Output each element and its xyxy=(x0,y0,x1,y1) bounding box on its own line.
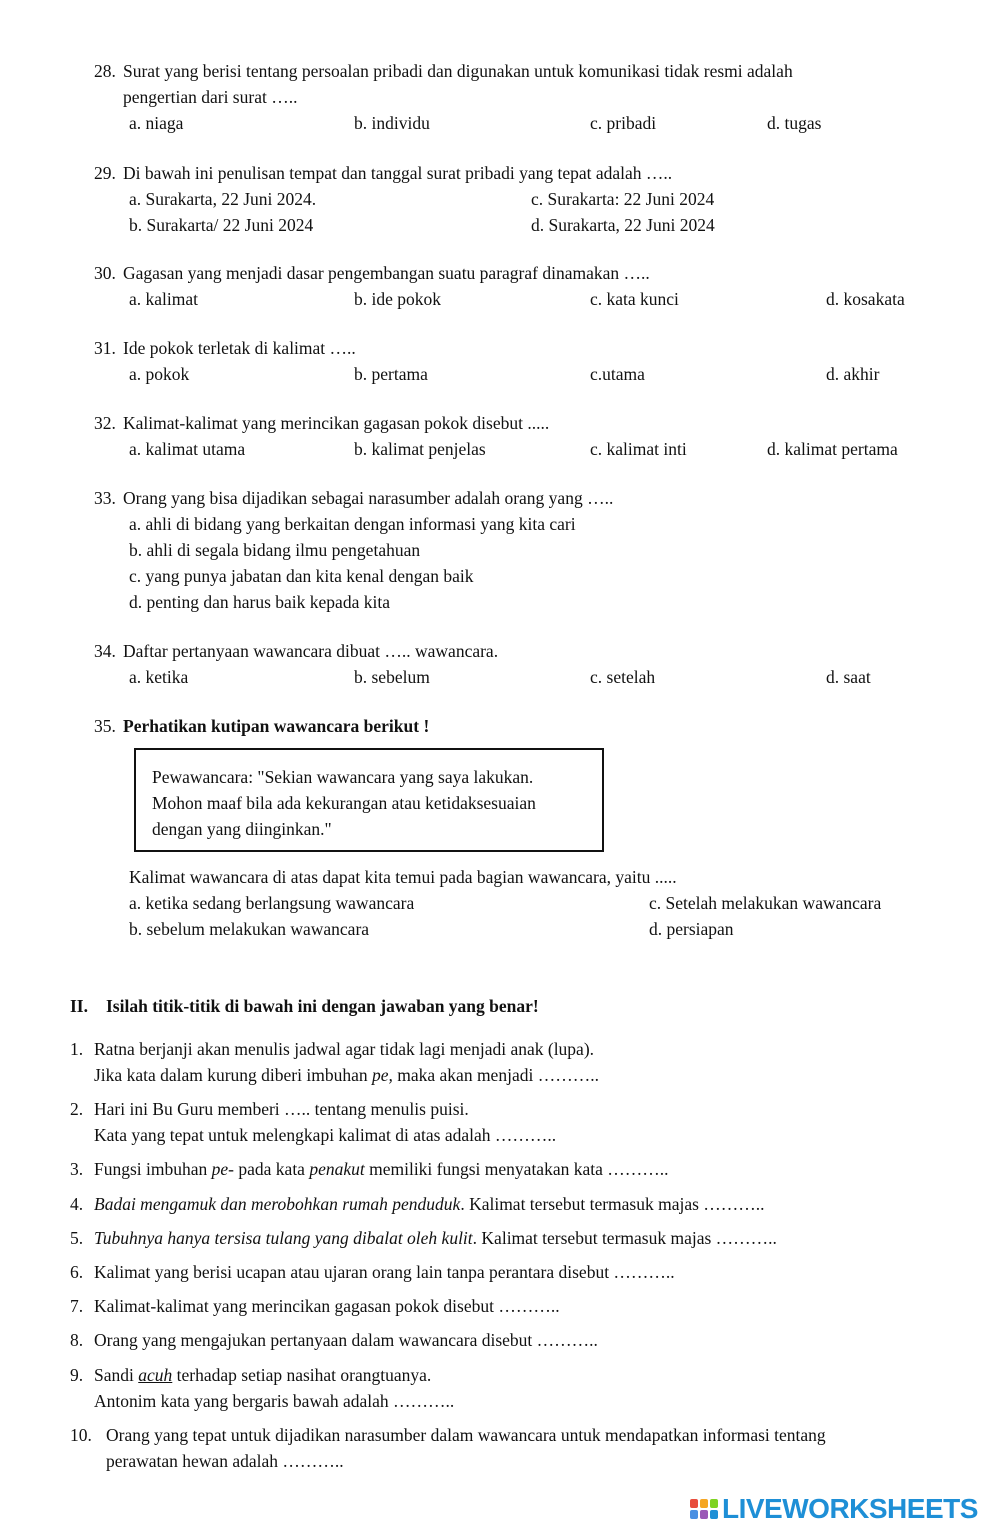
essay-item-3 xyxy=(70,1156,940,1182)
item-number: 6. xyxy=(70,1262,84,1282)
option-c[interactable]: c. Setelah melakukan wawancara xyxy=(649,893,882,913)
option-c[interactable]: c. yang punya jabatan dan kita kenal dengan baik xyxy=(129,566,474,586)
quote-line: Mohon maaf bila ada kekurangan atau ketidaksesuaian xyxy=(152,793,536,813)
option-a[interactable]: a. ahli di bidang yang berkaitan dengan informasi yang kita cari xyxy=(129,514,576,534)
quote-line: Pewawancara: "Sekian wawancara yang saya lakukan. xyxy=(152,767,534,787)
option-b[interactable]: b. sebelum melakukan wawancara xyxy=(129,919,370,939)
logo-square xyxy=(710,1510,718,1519)
item-number: 7. xyxy=(70,1296,84,1316)
option-c[interactable]: c. pribadi xyxy=(590,113,657,133)
options-row xyxy=(94,890,940,916)
item-number: 1. xyxy=(70,1039,84,1059)
option-d[interactable]: d. tugas xyxy=(767,113,822,133)
text-segment: Fungsi imbuhan xyxy=(94,1159,212,1179)
question-35-options xyxy=(94,864,940,942)
item-line[interactable] xyxy=(94,1062,940,1088)
question-number: 34. xyxy=(94,641,116,661)
item-number: 9. xyxy=(70,1365,84,1385)
italic-segment: penakut xyxy=(309,1159,365,1179)
logo-icon xyxy=(690,1499,718,1519)
options-list xyxy=(129,511,940,615)
item-line xyxy=(94,1362,940,1388)
option-a[interactable]: a. kalimat xyxy=(129,289,199,309)
question-stem: Daftar pertanyaan wawancara dibuat ….. wawancara. xyxy=(123,641,499,661)
question-number: 31. xyxy=(94,338,116,358)
logo-square xyxy=(700,1510,708,1519)
quote-line: dengan yang diinginkan." xyxy=(152,819,332,839)
option-d[interactable]: d. kalimat pertama xyxy=(767,439,898,459)
option-d[interactable]: d. penting dan harus baik kepada kita xyxy=(129,592,390,612)
section-number: II. xyxy=(70,996,88,1016)
item-text[interactable] xyxy=(94,1156,940,1182)
option-d[interactable]: d. akhir xyxy=(826,364,880,384)
question-33 xyxy=(94,485,940,615)
essay-item-2 xyxy=(70,1096,940,1148)
option-b[interactable]: b. sebelum xyxy=(354,667,430,687)
question-stem: Gagasan yang menjadi dasar pengembangan suatu paragraf dinamakan ….. xyxy=(123,263,650,283)
essay-item-7 xyxy=(70,1293,940,1319)
option-c[interactable]: c. Surakarta: 22 Juni 2024 xyxy=(531,189,715,209)
question-29 xyxy=(94,160,940,238)
question-stem: Ide pokok terletak di kalimat ….. xyxy=(123,338,356,358)
answer-blank[interactable]: . Kalimat tersebut termasuk majas ……….. xyxy=(472,1228,777,1248)
option-c[interactable]: c.utama xyxy=(590,364,645,384)
section-title: Isilah titik-titik di bawah ini dengan jawaban yang benar! xyxy=(106,996,539,1016)
options-row xyxy=(94,664,940,690)
answer-blank[interactable]: Kata yang tepat untuk melengkapi kalimat di atas adalah ……….. xyxy=(94,1125,557,1145)
item-line: Hari ini Bu Guru memberi ….. tentang menulis puisi. xyxy=(94,1099,469,1119)
option-a[interactable]: a. pokok xyxy=(129,364,190,384)
essay-item-9 xyxy=(70,1362,940,1414)
stem-line: pengertian dari surat ….. xyxy=(123,87,298,107)
option-a[interactable]: a. ketika sedang berlangsung wawancara xyxy=(129,893,415,913)
essay-item-5 xyxy=(70,1225,940,1251)
essay-item-1 xyxy=(70,1036,940,1088)
underlined-word: acuh xyxy=(138,1365,173,1385)
text-segment: pada kata xyxy=(234,1159,310,1179)
essay-item-6 xyxy=(70,1259,940,1285)
section-heading xyxy=(70,993,539,1019)
option-b[interactable]: b. pertama xyxy=(354,364,428,384)
logo-square xyxy=(690,1510,698,1519)
answer-blank[interactable]: Orang yang mengajukan pertanyaan dalam wawancara disebut ……….. xyxy=(94,1330,598,1350)
question-number: 35. xyxy=(94,716,116,736)
option-d[interactable]: d. kosakata xyxy=(826,289,905,309)
option-a[interactable]: a. Surakarta, 22 Juni 2024. xyxy=(129,189,317,209)
question-32 xyxy=(94,410,940,462)
question-number: 32. xyxy=(94,413,116,433)
options-row xyxy=(94,361,940,387)
question-number: 28. xyxy=(94,61,116,81)
option-c[interactable]: c. setelah xyxy=(590,667,656,687)
logo-square xyxy=(690,1499,698,1508)
option-c[interactable]: c. kalimat inti xyxy=(590,439,687,459)
item-number: 10. xyxy=(70,1425,92,1445)
question-number: 29. xyxy=(94,163,116,183)
options-row xyxy=(94,110,940,136)
essay-item-8 xyxy=(70,1327,940,1353)
question-stem xyxy=(123,58,940,110)
option-a[interactable]: a. kalimat utama xyxy=(129,439,246,459)
italic-segment: pe- xyxy=(211,1159,235,1179)
option-a[interactable]: a. ketika xyxy=(129,667,189,687)
option-a[interactable]: a. niaga xyxy=(129,113,184,133)
italic-segment: Tubuhnya hanya tersisa tulang yang dibalat oleh kulit xyxy=(94,1228,473,1248)
italic-segment: pe, xyxy=(371,1065,393,1085)
text-segment: Sandi xyxy=(94,1365,139,1385)
question-34 xyxy=(94,638,940,690)
option-d[interactable]: d. persiapan xyxy=(649,919,734,939)
stem-line: Surat yang berisi tentang persoalan pribadi dan digunakan untuk komunikasi tidak resmi adalah xyxy=(123,61,793,81)
item-text xyxy=(106,1422,940,1474)
option-b[interactable]: b. ahli di segala bidang ilmu pengetahuan xyxy=(129,540,421,560)
answer-blank[interactable]: maka akan menjadi ……….. xyxy=(392,1065,599,1085)
answer-blank[interactable]: Kalimat-kalimat yang merincikan gagasan pokok disebut ……….. xyxy=(94,1296,560,1316)
question-28 xyxy=(94,58,940,136)
item-text[interactable] xyxy=(94,1191,940,1217)
option-d[interactable]: d. Surakarta, 22 Juni 2024 xyxy=(531,215,715,235)
answer-blank[interactable]: perawatan hewan adalah ……….. xyxy=(106,1451,344,1471)
options-row xyxy=(94,186,940,212)
question-prompt: Kalimat wawancara di atas dapat kita temui pada bagian wawancara, yaitu ..... xyxy=(129,867,677,887)
answer-blank[interactable]: memiliki fungsi menyatakan kata ……….. xyxy=(364,1159,669,1179)
item-text xyxy=(94,1096,940,1148)
option-b[interactable]: b. individu xyxy=(354,113,430,133)
answer-blank[interactable]: . Kalimat tersebut termasuk majas ……….. xyxy=(460,1194,765,1214)
question-stem: Perhatikan kutipan wawancara berikut ! xyxy=(123,716,430,736)
options-row xyxy=(94,286,940,312)
option-b[interactable]: b. Surakarta/ 22 Juni 2024 xyxy=(129,215,314,235)
interview-quote-box xyxy=(134,748,604,852)
logo-square xyxy=(710,1499,718,1508)
essay-item-4 xyxy=(70,1191,940,1217)
text-segment: terhadap setiap nasihat orangtuanya. xyxy=(172,1365,432,1385)
question-30 xyxy=(94,260,940,312)
italic-segment: Badai mengamuk dan merobohkan rumah penduduk xyxy=(94,1194,461,1214)
option-b[interactable]: b. kalimat penjelas xyxy=(354,439,486,459)
item-text xyxy=(94,1036,940,1088)
answer-blank[interactable]: Kalimat yang berisi ucapan atau ujaran orang lain tanpa perantara disebut ……….. xyxy=(94,1262,675,1282)
options-row xyxy=(94,436,940,462)
question-stem: Kalimat-kalimat yang merincikan gagasan pokok disebut ..... xyxy=(123,413,550,433)
item-number: 4. xyxy=(70,1194,84,1214)
option-d[interactable]: d. saat xyxy=(826,667,871,687)
item-number: 3. xyxy=(70,1159,84,1179)
item-number: 2. xyxy=(70,1099,84,1119)
answer-blank[interactable]: Antonim kata yang bergaris bawah adalah ……….. xyxy=(94,1391,455,1411)
options-row xyxy=(94,916,940,942)
question-35 xyxy=(94,713,940,739)
options-row xyxy=(94,212,940,238)
question-number: 33. xyxy=(94,488,116,508)
text-segment: Jika kata dalam kurung diberi imbuhan xyxy=(94,1065,372,1085)
option-b[interactable]: b. ide pokok xyxy=(354,289,442,309)
liveworksheets-logo[interactable] xyxy=(690,1494,978,1524)
item-number: 8. xyxy=(70,1330,84,1350)
option-c[interactable]: c. kata kunci xyxy=(590,289,679,309)
item-line: Orang yang tepat untuk dijadikan narasumber dalam wawancara untuk mendapatkan informasi tentang xyxy=(106,1425,826,1445)
question-number: 30. xyxy=(94,263,116,283)
question-31 xyxy=(94,335,940,387)
logo-text: LIVEWORKSHEETS xyxy=(722,1493,978,1524)
item-line: Ratna berjanji akan menulis jadwal agar tidak lagi menjadi anak (lupa). xyxy=(94,1039,595,1059)
question-stem: Orang yang bisa dijadikan sebagai narasumber adalah orang yang ….. xyxy=(123,488,614,508)
item-text[interactable] xyxy=(94,1225,940,1251)
item-text xyxy=(94,1362,940,1414)
item-number: 5. xyxy=(70,1228,84,1248)
essay-item-10 xyxy=(70,1422,940,1474)
logo-square xyxy=(700,1499,708,1508)
question-stem: Di bawah ini penulisan tempat dan tanggal surat pribadi yang tepat adalah ….. xyxy=(123,163,673,183)
